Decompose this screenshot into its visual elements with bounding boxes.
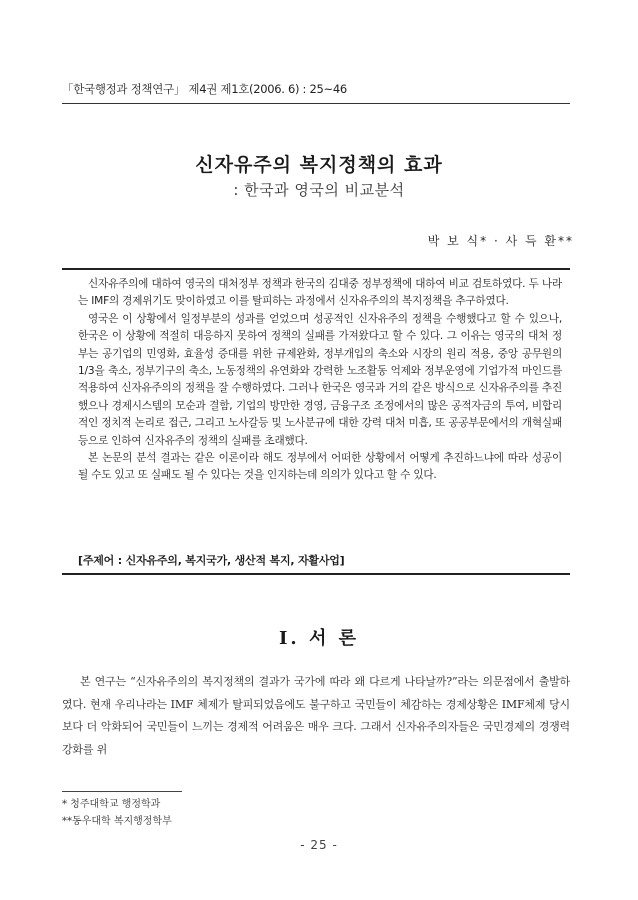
journal-citation: 「한국행정과 정책연구」 제4권 제1호(2006. 6) : 25~46 [62,82,347,96]
abstract-paragraph: 영국은 이 상황에서 일정부분의 성과를 얻었으며 성공적인 신자유주의 정책을 수행했다고 할 수 있으나, 한국은 이 상황에 적절히 대응하지 못하여 정책의 실패를 가져왔다고 할 수 있다. 그 이유는 영국의 대처 정부는 공기업의 민영화, 효율성 증대를 위한 규제완화, 정부개입의 축소와 시장의 원리 적용, 중앙 공무원의 1/3을 축소, 정부기구의 축소, 노동정책의 유연화와 강력한 노조활동 억제와 정부운영에 기업가적 마인드를 적용하여 신자유주의의 정책을 잘 수행하였다. 그러나 한국은 영국과 거의 같은 방식으로 신자유주의를 추진했으나 경제시스템의 모순과 결함, 기업의 방만한 경영, 금융구조 조정에서의 많은 공적자금의 투여, 비합리적인 정치적 논리로 접근, 그리고 노사갈등 및 노사분규에 대한 강력 대처 미흡, 또 공공부문에서의 개혁실패 등으로 인하여 신자유주의 정책의 실패를 초래했다. [78,312,562,447]
footnote-rule [62,791,182,792]
authors: 박 보 식* · 사 득 환** [427,234,574,248]
abstract-bottom-rule [62,573,570,575]
abstract-top-rule [62,268,570,270]
footnote-item: * 청주대학교 행정학과 [62,799,161,810]
body-paragraph: 본 연구는 “신자유주의의 복지정책의 결과가 국가에 따라 왜 다르게 나타날까?”라는 의문점에서 출발하였다. 현재 우리나라는 IMF 체제가 탈피되었음에도 불구하고 국민들이 체감하는 경제상황은 IMF체제 당시보다 더 악화되어 국민들이 느끼는 경제적 어려움은 매우 크다. 그래서 신자유주의자들은 국민경제의 경쟁력 강화를 위 [62,675,570,757]
paper-subtitle: : 한국과 영국의 비교분석 [233,181,405,199]
paper-title: 신자유주의 복지정책의 효과 [195,154,443,176]
footnote-item: **동우대학 복지행정학부 [62,816,172,827]
section-heading: I. 서 론 [279,628,359,649]
abstract-paragraph: 본 논문의 분석 결과는 같은 이론이라 해도 정부에서 어떠한 상황에서 어떻게 추진하느냐에 따라 성공이 될 수도 있고 또 실패도 될 수 있다는 것을 인지하는데 의의가 있다고 할 수 있다. [78,452,562,482]
keywords: [주제어 : 신자유주의, 복지국가, 생산적 복지, 자활사업] [78,554,345,567]
footnotes [62,796,172,830]
header-rule [62,103,570,104]
section-body [62,671,570,762]
abstract-paragraph: 신자유주의에 대하여 영국의 대처정부 정책과 한국의 김대중 정부정책에 대하여 비교 검토하였다. 두 나라는 IMF의 경제위기도 맞이하였고 이를 탈피하는 과정에서 신자유주의의 복지정책을 추구하였다. [78,278,562,308]
abstract [78,276,562,485]
page-number: - 25 - [300,838,338,852]
